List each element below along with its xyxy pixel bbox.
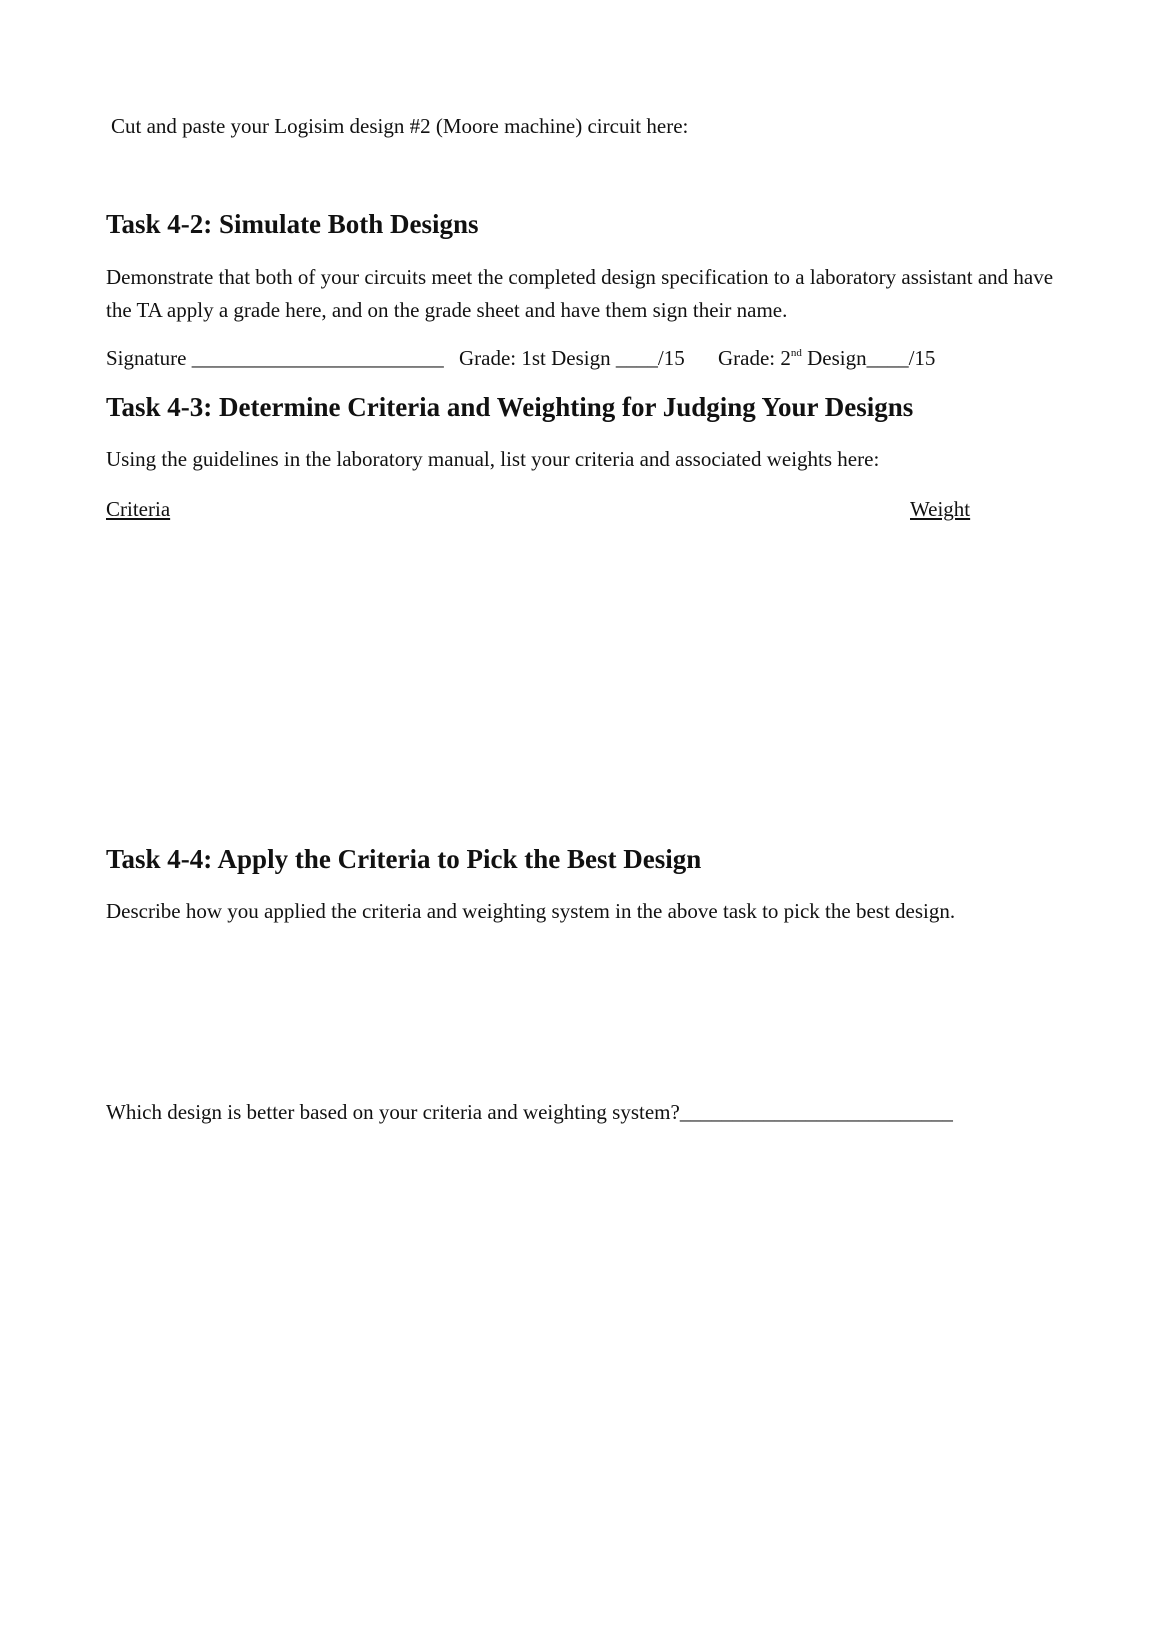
task-4-2-body: Demonstrate that both of your circuits meet the completed design specification to a laboratory assistant and have the TA apply a grade here, and on the grade sheet and have them sign their name. xyxy=(106,265,1054,322)
better-design-question[interactable]: Which design is better based on your criteria and weighting system?__________________________ xyxy=(106,1100,953,1124)
task-4-3-body: Using the guidelines in the laboratory manual, list your criteria and associated weights here: xyxy=(106,447,880,471)
task-4-4-body: Describe how you applied the criteria and weighting system in the above task to pick the best design. xyxy=(106,899,956,923)
grade-1st-design[interactable]: Grade: 1st Design ____/15 xyxy=(458,346,685,370)
grade-2nd-design[interactable] xyxy=(718,346,935,370)
task-4-4-heading: Task 4-4: Apply the Criteria to Pick the Best Design xyxy=(106,844,702,874)
criteria-column-label: Criteria xyxy=(106,497,171,521)
task-4-3-heading: Task 4-3: Determine Criteria and Weighting for Judging Your Designs xyxy=(106,392,914,422)
paste-instruction: Cut and paste your Logisim design #2 (Moore machine) circuit here: xyxy=(111,114,689,138)
signature-blank[interactable]: ________________________ xyxy=(191,346,444,370)
signature-label: Signature xyxy=(106,346,187,370)
grade-2nd-superscript: nd xyxy=(790,347,802,359)
signature-grade-row xyxy=(106,342,935,375)
grade-2nd-prefix: Grade: 2 xyxy=(717,346,791,370)
task-4-2-heading: Task 4-2: Simulate Both Designs xyxy=(106,209,479,239)
weight-column-label: Weight xyxy=(910,497,971,521)
grade-2nd-suffix: Design____/15 xyxy=(801,346,936,370)
